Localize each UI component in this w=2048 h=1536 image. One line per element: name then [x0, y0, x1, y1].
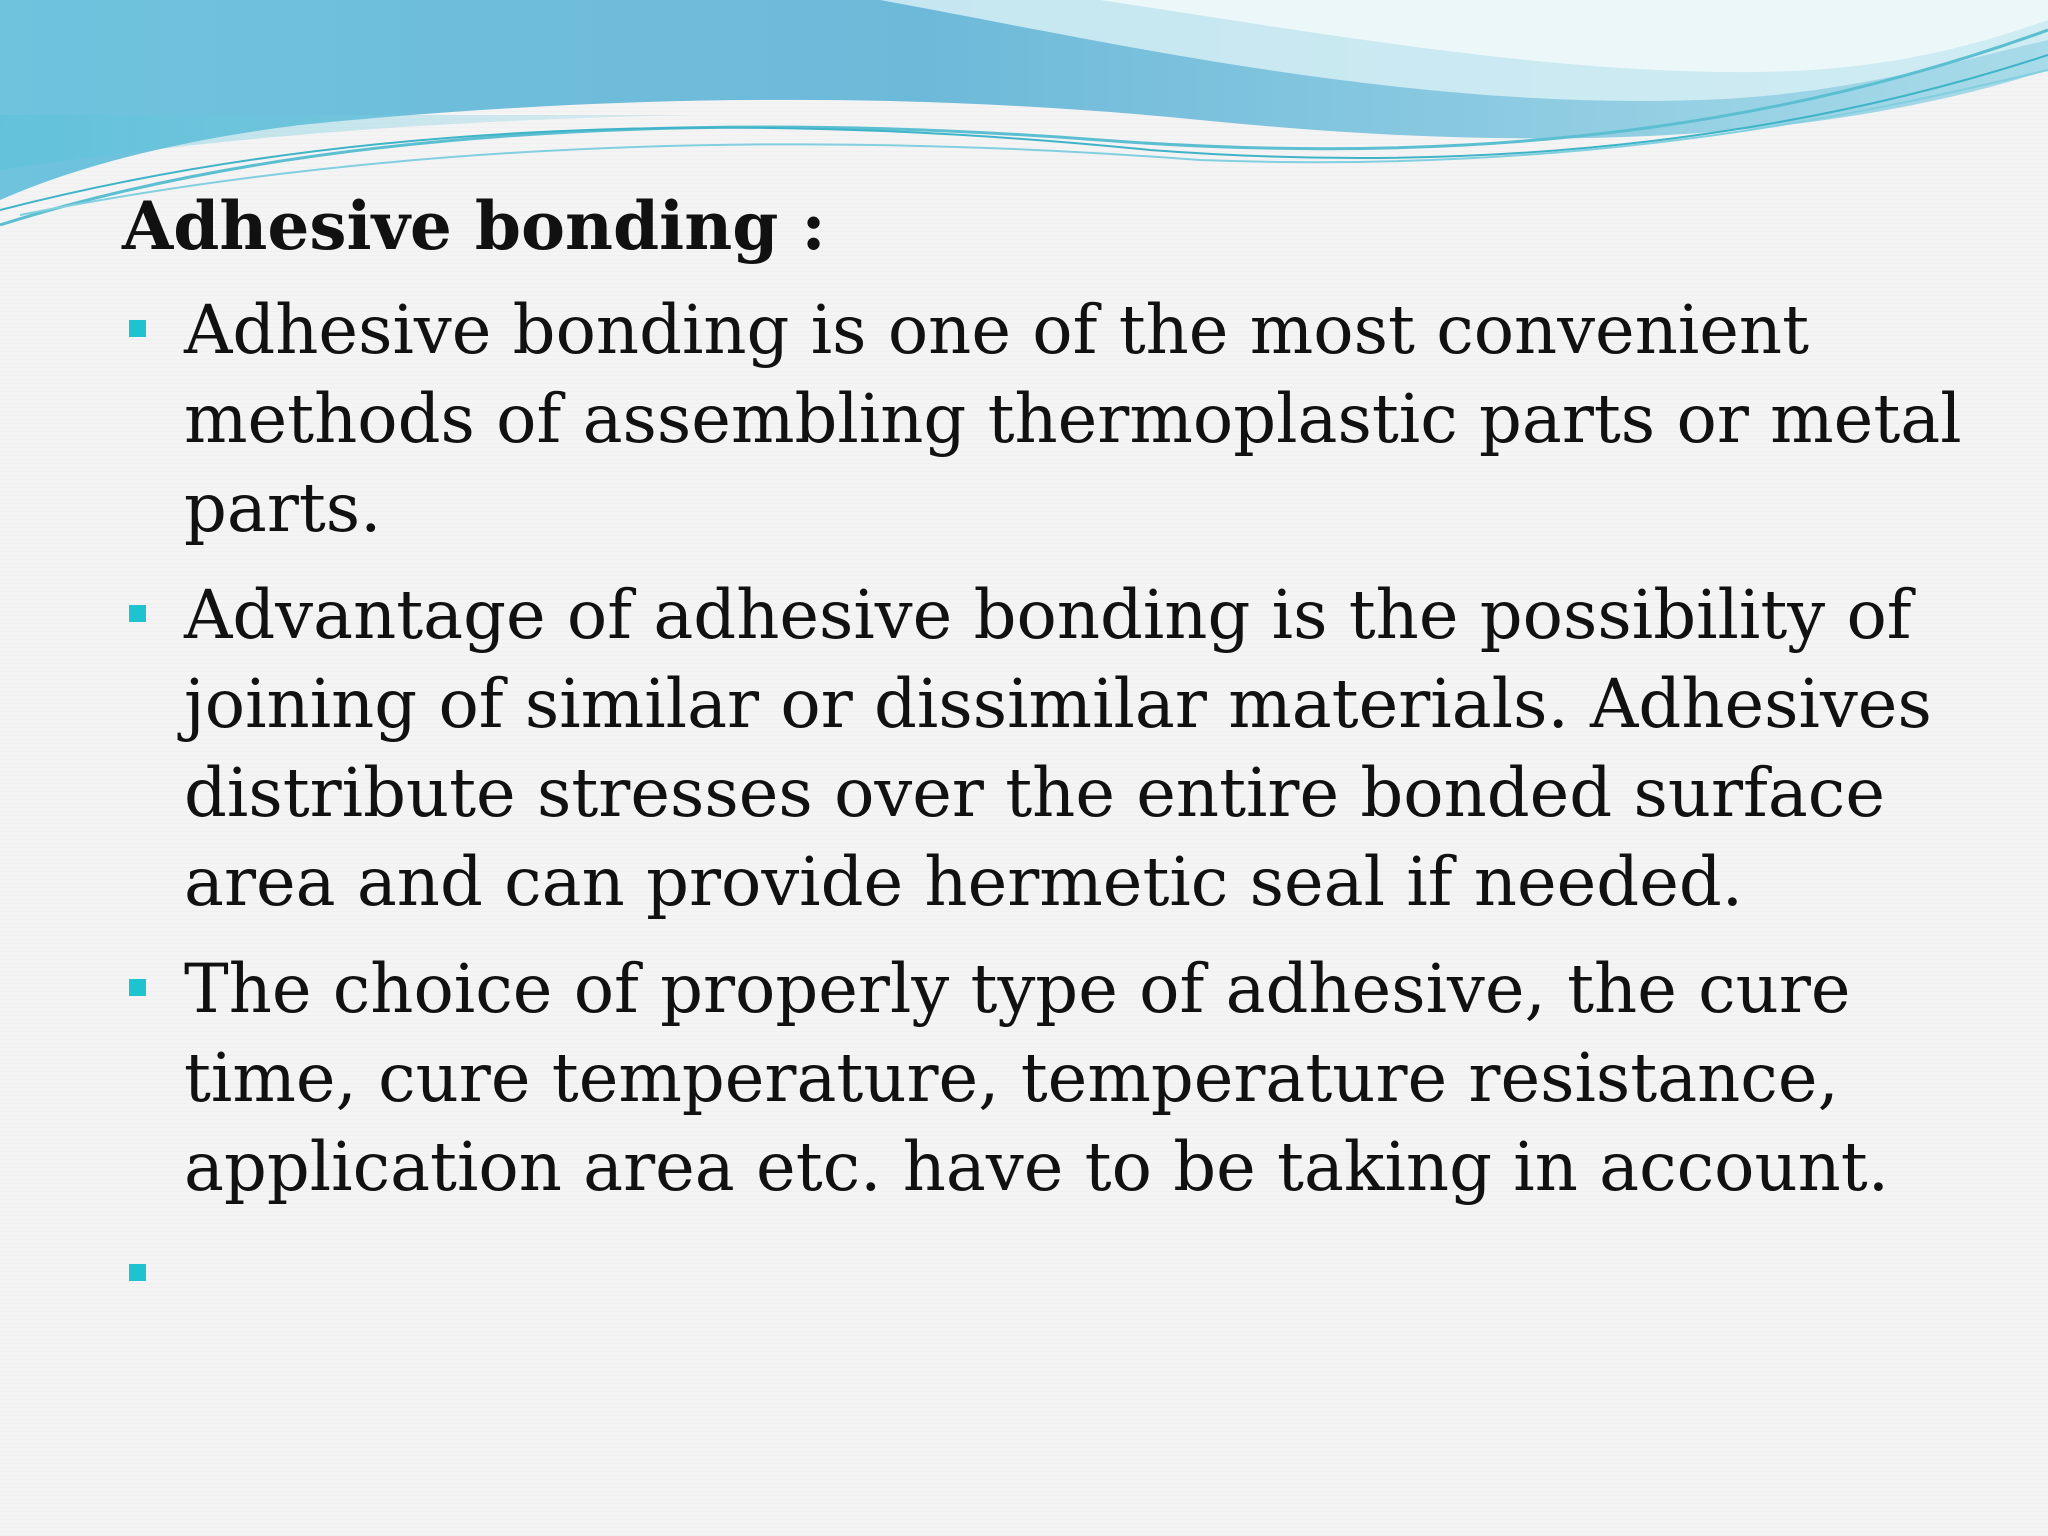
slide-title: Adhesive bonding : [122, 187, 826, 265]
list-item [0, 571, 2048, 927]
list-item [0, 286, 2048, 553]
bullet-list [0, 286, 2048, 1338]
bullet-text: The choice of properly type of adhesive, the cure time, cure temperature, temperature resistance, application area etc. have to be taking in account. [184, 950, 1889, 1206]
list-item [0, 945, 2048, 1212]
bullet-text: Advantage of adhesive bonding is the possibility of joining of similar or dissimilar materials. Adhesives distribute stresses over the entire bonded surface area and can provide hermetic seal if needed. [184, 576, 1932, 921]
square-bullet-icon [129, 320, 146, 337]
list-item [0, 1230, 2048, 1320]
square-bullet-icon [129, 605, 146, 622]
square-bullet-icon [129, 1264, 146, 1281]
bullet-text: Adhesive bonding is one of the most convenient methods of assembling thermoplastic parts or metal parts. [184, 291, 1962, 547]
square-bullet-icon [129, 979, 146, 996]
